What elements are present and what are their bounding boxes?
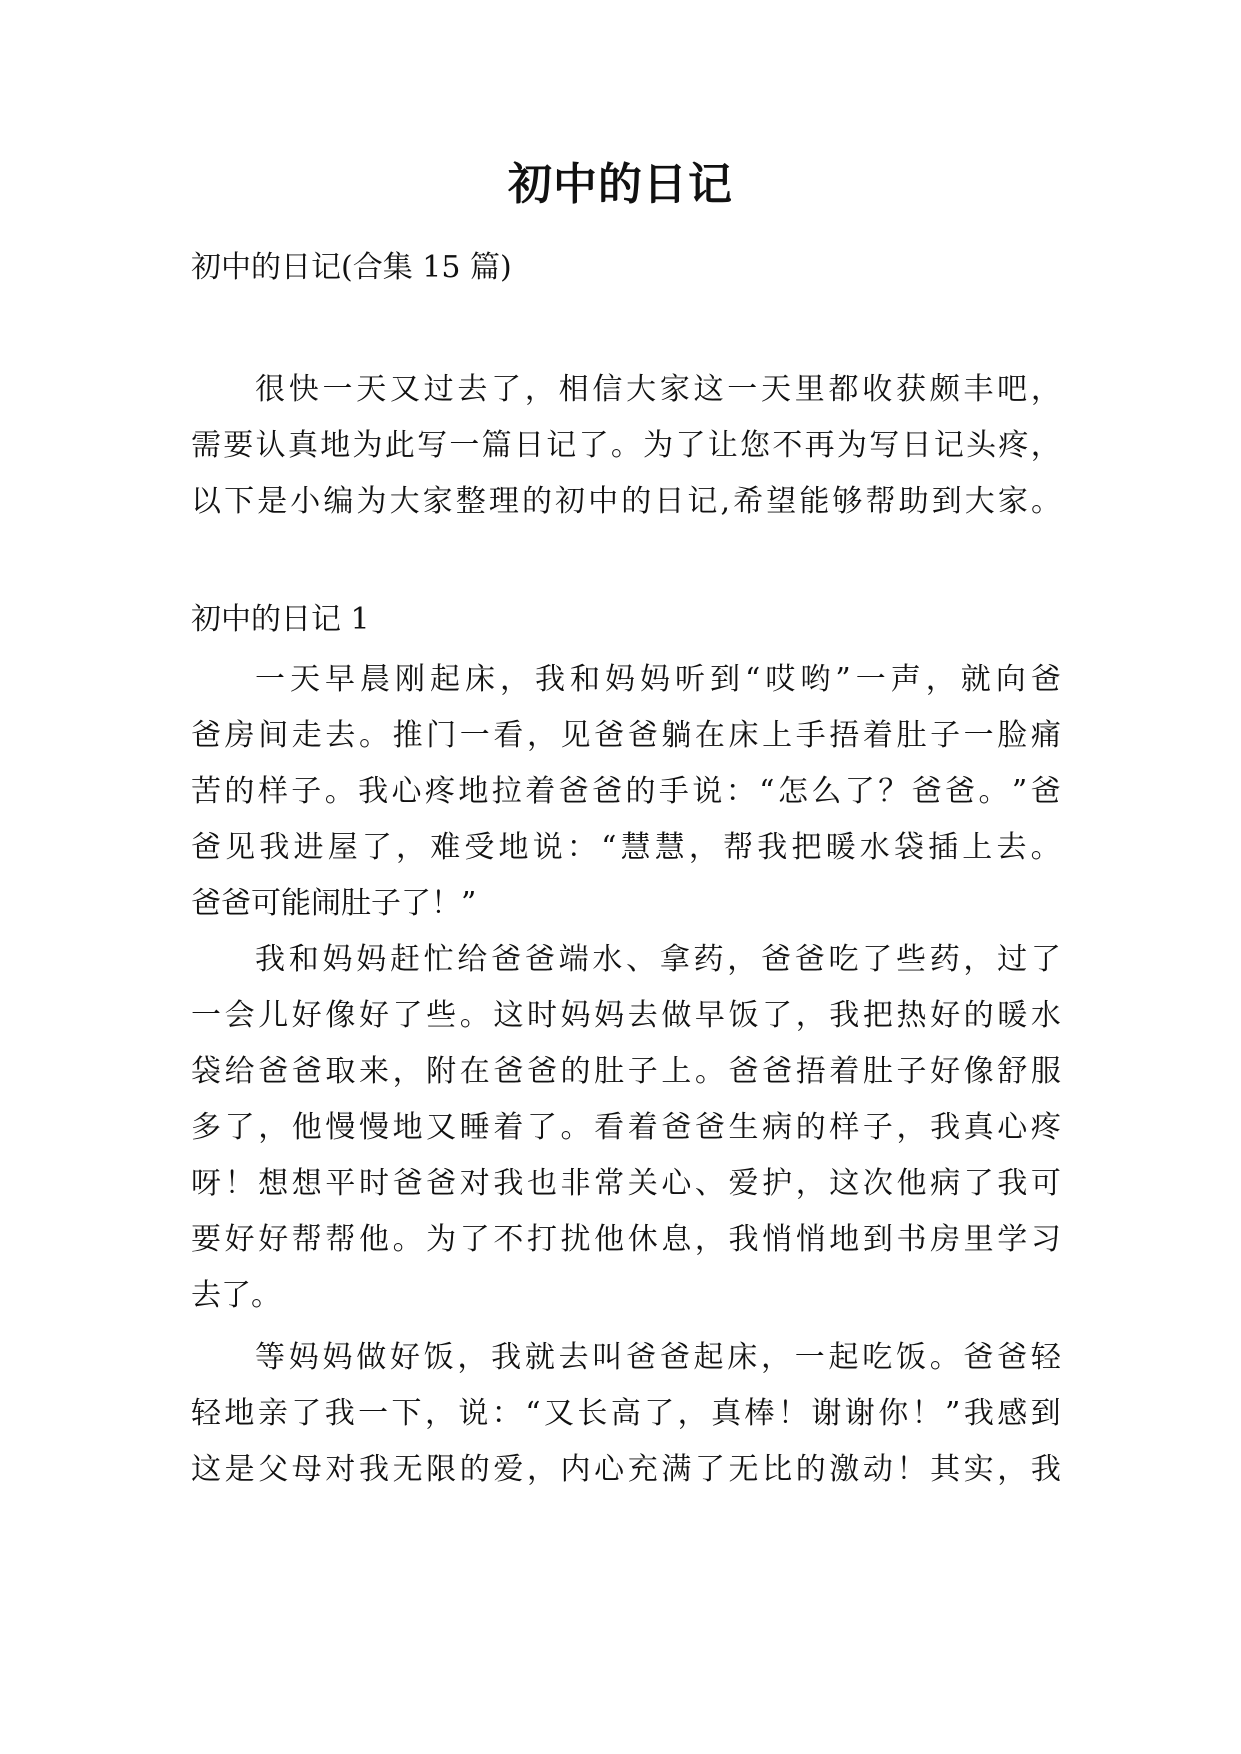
body-line-7: 一 会 儿 好 像 好 了 些 。 这 时 妈 妈 去 做 早 饭 了 ， 我 把 热 好 的 暖 水 (191, 998, 1061, 1033)
body-line-11: 要 好 好 帮 帮 他 。 为 了 不 打 扰 他 休 息 ， 我 悄 悄 地 到 书 房 里 学 习 (191, 1222, 1061, 1257)
document-subtitle: 初中的日记(合集 15 篇) (191, 250, 512, 285)
body-line-15: 这 是 父 母 对 我 无 限 的 爱 ， 内 心 充 满 了 无 比 的 激 动 ！ 其 实 ， 我 (191, 1452, 1061, 1487)
intro-line-3: 以 下 是 小 编 为 大 家 整 理 的 初 中 的 日 记 , 希 望 能 够 帮 助 到 大 家 。 (191, 484, 1061, 519)
body-line-8: 袋 给 爸 爸 取 来 ， 附 在 爸 爸 的 肚 子 上 。 爸 爸 捂 着 肚 子 好 像 舒 服 (191, 1054, 1061, 1089)
body-line-13: 等 妈 妈 做 好 饭 ， 我 就 去 叫 爸 爸 起 床 ， 一 起 吃 饭 。 爸 爸 轻 (255, 1340, 1061, 1375)
intro-line-1: 很 快 一 天 又 过 去 了 ， 相 信 大 家 这 一 天 里 都 收 获 颇 丰 吧 ， (255, 372, 1061, 407)
body-line-3: 苦 的 样 子 。 我 心 疼 地 拉 着 爸 爸 的 手 说 ： “ 怎 么 了 ？ 爸 爸 。 ” 爸 (191, 774, 1061, 809)
body-line-10: 呀 ！ 想 想 平 时 爸 爸 对 我 也 非 常 关 心 、 爱 护 ， 这 次 他 病 了 我 可 (191, 1166, 1061, 1201)
body-line-5: 爸爸可能闹肚子了！” (191, 886, 477, 921)
body-line-1: 一 天 早 晨 刚 起 床 ， 我 和 妈 妈 听 到 “ 哎 哟 ” 一 声 ， 就 向 爸 (255, 662, 1061, 697)
document-title: 初中的日记 (508, 159, 733, 210)
body-line-9: 多 了 ， 他 慢 慢 地 又 睡 着 了 。 看 着 爸 爸 生 病 的 样 子 ， 我 真 心 疼 (191, 1110, 1061, 1145)
body-line-6: 我 和 妈 妈 赶 忙 给 爸 爸 端 水 、 拿 药 ， 爸 爸 吃 了 些 药 ， 过 了 (255, 942, 1061, 977)
body-line-14: 轻 地 亲 了 我 一 下 ， 说 ： “ 又 长 高 了 ， 真 棒 ！ 谢 谢 你 ！ ” 我 感 到 (191, 1396, 1061, 1431)
body-line-2: 爸 房 间 走 去 。 推 门 一 看 ， 见 爸 爸 躺 在 床 上 手 捂 着 肚 子 一 脸 痛 (191, 718, 1061, 753)
body-line-4: 爸 见 我 进 屋 了 ， 难 受 地 说 ： “ 慧 慧 ， 帮 我 把 暖 水 袋 插 上 去 。 (191, 830, 1061, 865)
body-line-12: 去了。 (191, 1278, 281, 1313)
intro-line-2: 需 要 认 真 地 为 此 写 一 篇 日 记 了 。 为 了 让 您 不 再 为 写 日 记 头 疼 ， (191, 428, 1061, 463)
section-heading: 初中的日记 1 (191, 602, 370, 637)
